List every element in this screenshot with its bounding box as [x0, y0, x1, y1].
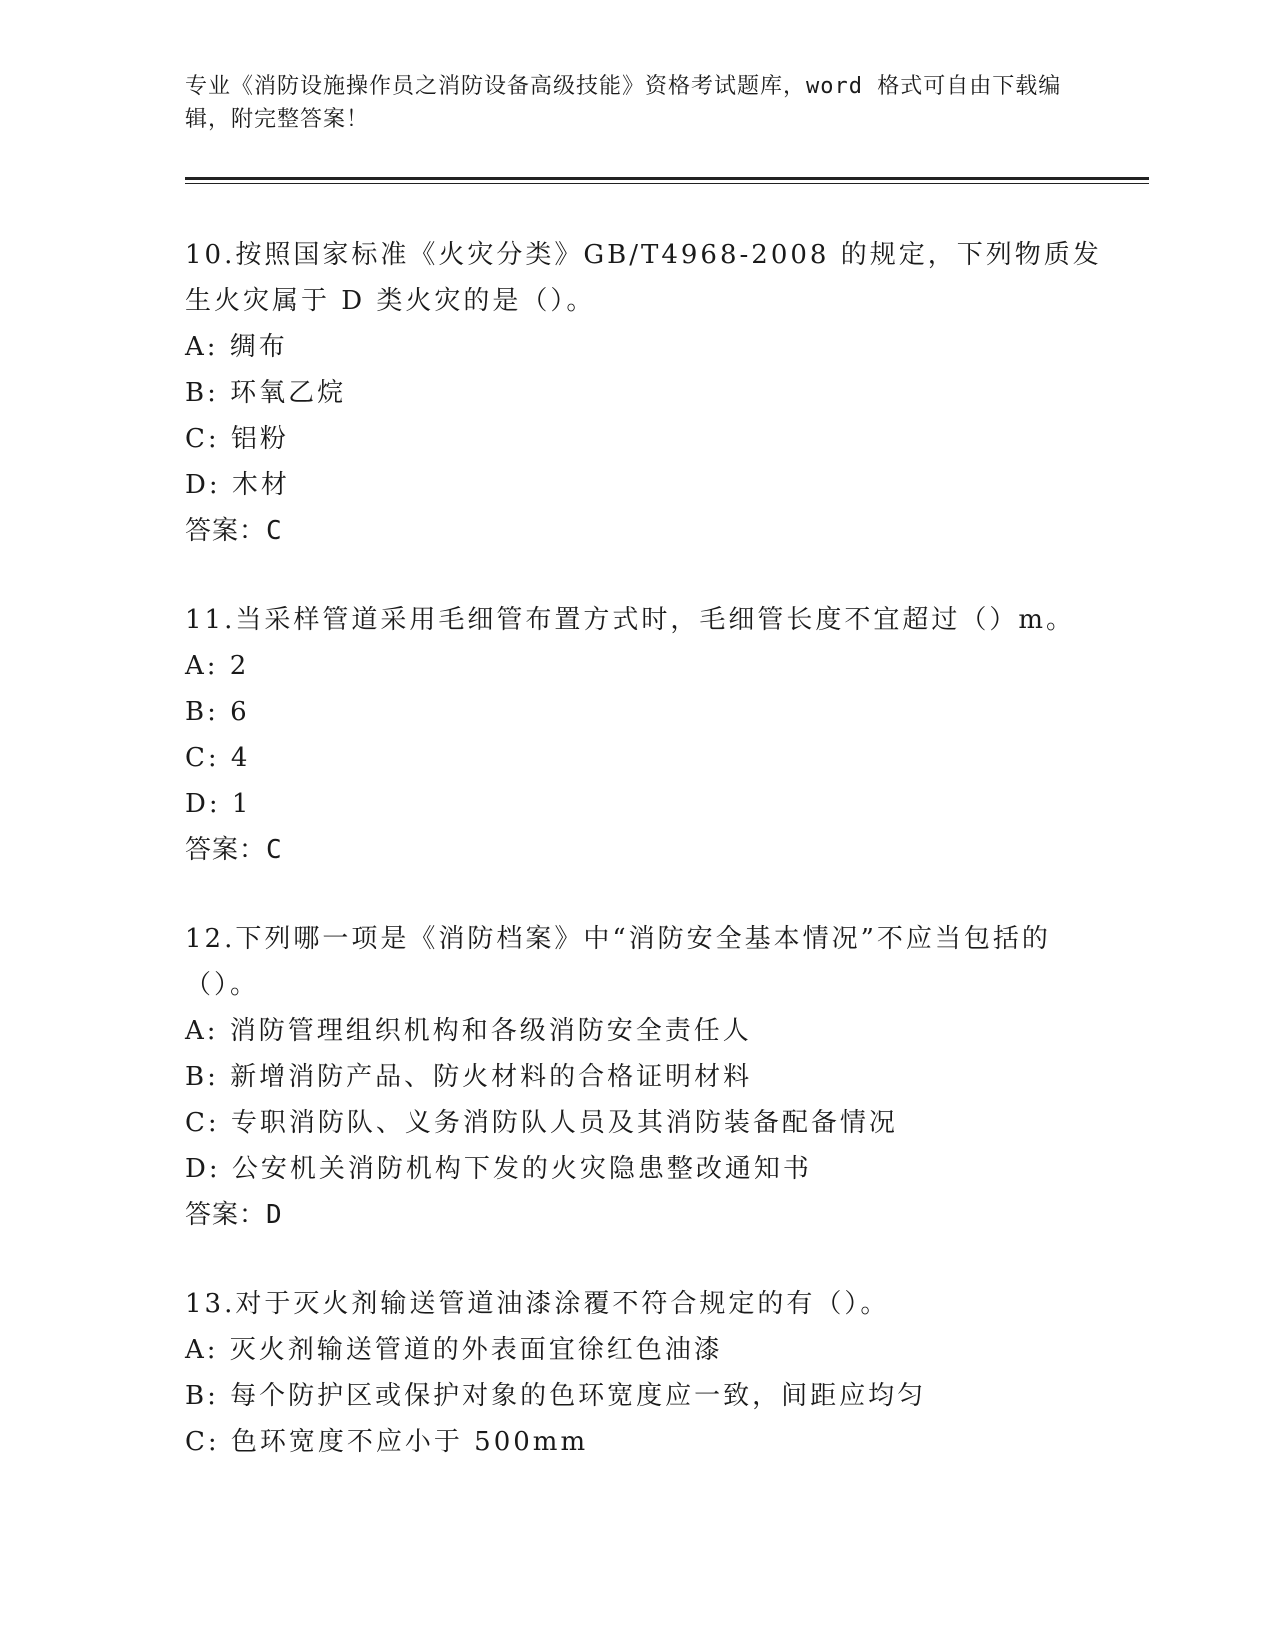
- option-b: B: 新增消防产品、防火材料的合格证明材料: [185, 1062, 753, 1092]
- option-b: B: 环氧乙烷: [185, 378, 347, 408]
- option-a: A: 2: [185, 651, 250, 681]
- question-13: [185, 1281, 1105, 1465]
- answer-line: 答案：C: [185, 516, 283, 546]
- header-divider-thick: [185, 177, 1149, 180]
- option-c: C: 色环宽度不应小于 500mm: [185, 1427, 589, 1457]
- question-stem: 10.按照国家标准《火灾分类》GB/T4968-2008 的规定，下列物质发生火灾属于 D 类火灾的是（）。: [185, 240, 1102, 316]
- question-stem: 11.当采样管道采用毛细管布置方式时，毛细管长度不宜超过（）m。: [185, 605, 1076, 635]
- answer-line: 答案：C: [185, 835, 283, 865]
- option-a: A: 消防管理组织机构和各级消防安全责任人: [185, 1016, 752, 1046]
- option-d: D: 1: [185, 789, 252, 819]
- option-c: C: 专职消防队、义务消防队人员及其消防装备配备情况: [185, 1108, 898, 1138]
- option-d: D: 木材: [185, 470, 290, 500]
- question-10: [185, 232, 1105, 554]
- option-a: A: 灭火剂输送管道的外表面宜徐红色油漆: [185, 1335, 723, 1365]
- option-d: D: 公安机关消防机构下发的火灾隐患整改通知书: [185, 1154, 812, 1184]
- option-c: C: 4: [185, 743, 251, 773]
- option-c: C: 铝粉: [185, 424, 289, 454]
- question-11: [185, 597, 1105, 873]
- question-list: [185, 232, 1105, 1508]
- question-stem: 12.下列哪一项是《消防档案》中“消防安全基本情况”不应当包括的（）。: [185, 924, 1051, 1000]
- answer-line: 答案：D: [185, 1200, 283, 1230]
- option-b: B: 6: [185, 697, 250, 727]
- question-stem: 13.对于灭火剂输送管道油漆涂覆不符合规定的有（）。: [185, 1289, 890, 1319]
- option-a: A: 绸布: [185, 332, 288, 362]
- document-header: 专业《消防设施操作员之消防设备高级技能》资格考试题库，word 格式可自由下载编辑，附完整答案！: [185, 74, 1062, 132]
- option-b: B: 每个防护区或保护对象的色环宽度应一致，间距应均匀: [185, 1381, 927, 1411]
- header-divider-thin: [185, 183, 1149, 184]
- question-12: [185, 916, 1105, 1238]
